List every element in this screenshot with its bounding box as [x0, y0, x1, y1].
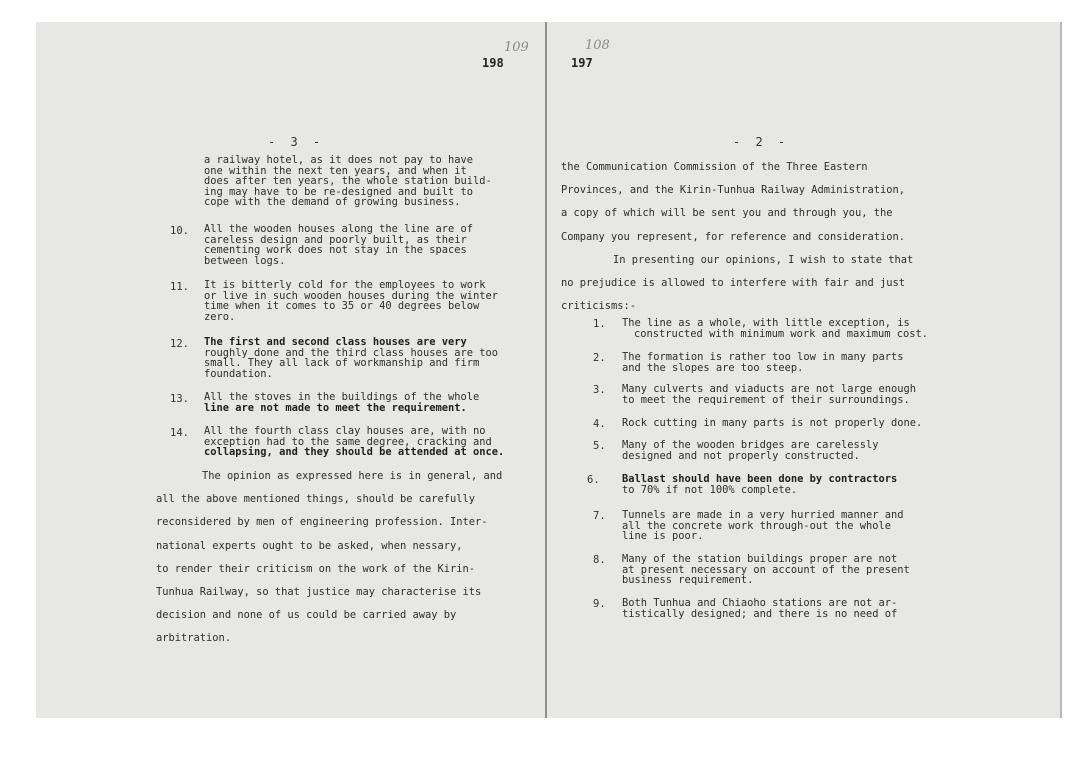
- text-line: and the slopes are too steep.: [622, 361, 804, 374]
- text-line: Provinces, and the Kirin-Tunhua Railway Administration,: [561, 184, 906, 197]
- left-closing-paragraph: [156, 465, 502, 651]
- item-number: 10.: [170, 225, 189, 237]
- text-line: line are not made to meet the requirement.: [204, 401, 467, 414]
- item-number: 5.: [593, 440, 606, 452]
- text-line: to 70% if not 100% complete.: [622, 483, 798, 496]
- left-section-heading: - 3 -: [268, 135, 325, 149]
- document-spread: [36, 22, 1062, 718]
- text-line: between logs.: [204, 254, 286, 267]
- list-item: [622, 352, 904, 373]
- item-number: 12.: [170, 338, 189, 350]
- list-item: [622, 554, 910, 586]
- right-page-number: 197: [571, 56, 593, 70]
- text-line: Tunnels are made in a very hurried manner and: [622, 509, 904, 521]
- text-line: roughly done and the third class houses are too: [204, 346, 499, 359]
- text-line: reconsidered by men of engineering profession. Inter-: [156, 516, 488, 529]
- text-line: to render their criticism on the work of the Kirin-: [156, 562, 476, 575]
- list-item: [622, 384, 916, 405]
- right-section-heading: - 2 -: [733, 135, 790, 149]
- text-line: a railway hotel, as it does not pay to have: [204, 154, 473, 166]
- item-number: 4.: [593, 418, 606, 430]
- item-number: 6.: [587, 474, 600, 486]
- text-line: The line as a whole, with little exception, is: [622, 317, 910, 329]
- item-number: 14.: [170, 427, 189, 439]
- text-line: It is bitterly cold for the employees to work: [204, 279, 486, 291]
- text-line: the Communication Commission of the Three Eastern: [561, 161, 868, 173]
- item-number: 1.: [593, 318, 606, 330]
- text-line: In presenting our opinions, I wish to state that: [613, 253, 914, 266]
- item-number: 9.: [593, 598, 606, 610]
- left-handwritten-page-number: 109: [504, 40, 529, 55]
- right-handwritten-page-number: 108: [585, 38, 610, 53]
- left-intro-paragraph: [204, 155, 492, 208]
- text-line: criticisms:-: [561, 300, 637, 313]
- list-item: [204, 280, 498, 322]
- text-line: or live in such wooden houses during the winter: [204, 289, 499, 302]
- item-number: 3.: [593, 384, 606, 396]
- text-line: line is poor.: [622, 530, 704, 543]
- text-line: All the fourth class clay houses are, with no: [204, 425, 486, 437]
- text-line: national experts ought to be asked, when nessary,: [156, 539, 463, 552]
- text-line: Company you represent, for reference and consideration.: [561, 230, 906, 243]
- item-number: 11.: [170, 281, 189, 293]
- text-line: constructed with minimum work and maximum cost.: [634, 327, 929, 340]
- text-line: The opinion as expressed here is in general, and: [202, 470, 503, 482]
- right-page: [547, 22, 1060, 718]
- text-line: decision and none of us could be carried away by: [156, 609, 457, 622]
- text-line: ing may have to be re-designed and built to: [204, 185, 473, 198]
- text-line: all the above mentioned things, should be carefully: [156, 493, 476, 506]
- text-line: one within the next ten years, and when it: [204, 164, 467, 177]
- right-body-paragraph: [561, 156, 913, 318]
- left-page: [36, 22, 545, 718]
- text-line: The formation is rather too low in many parts: [622, 351, 904, 363]
- text-line: zero.: [204, 310, 236, 323]
- text-line: Rock cutting in many parts is not properly done.: [622, 417, 923, 429]
- list-item: [204, 392, 479, 413]
- text-line: business requirement.: [622, 574, 754, 587]
- text-line: no prejudice is allowed to interfere with fair and just: [561, 277, 906, 290]
- text-line: Tunhua Railway, so that justice may characterise its: [156, 586, 482, 599]
- text-line: foundation.: [204, 367, 273, 380]
- text-line: at present necessary on account of the present: [622, 563, 910, 576]
- text-line: designed and not properly constructed.: [622, 449, 860, 462]
- list-item: [204, 426, 504, 458]
- list-item: [622, 418, 922, 429]
- text-line: All the wooden houses along the line are of: [204, 223, 473, 235]
- text-line: All the stoves in the buildings of the whole: [204, 391, 480, 403]
- text-line: Many of the wooden bridges are carelessly: [622, 439, 879, 451]
- text-line: collapsing, and they should be attended at once.: [204, 446, 505, 459]
- text-line: exception had to the same degree, cracking and: [204, 435, 492, 448]
- text-line: arbitration.: [156, 632, 232, 645]
- text-line: small. They all lack of workmanship and firm: [204, 357, 480, 370]
- text-line: a copy of which will be sent you and through you, the: [561, 207, 893, 220]
- text-line: Both Tunhua and Chiaoho stations are not ar-: [622, 597, 898, 609]
- text-line: Many culverts and viaducts are not large enough: [622, 383, 917, 395]
- list-item: [622, 598, 897, 619]
- text-line: to meet the requirement of their surroundings.: [622, 393, 910, 406]
- text-line: The first and second class houses are very: [204, 336, 467, 348]
- left-page-number: 198: [482, 56, 504, 70]
- item-number: 2.: [593, 352, 606, 364]
- text-line: Ballast should have been done by contractors: [622, 473, 898, 485]
- text-line: does after ten years, the whole station build-: [204, 175, 492, 188]
- text-line: Many of the station buildings proper are not: [622, 553, 898, 565]
- list-item: [622, 474, 897, 495]
- text-line: tistically designed; and there is no need of: [622, 607, 898, 620]
- list-item: [204, 337, 498, 379]
- item-number: 7.: [593, 510, 606, 522]
- list-item: [622, 510, 904, 542]
- item-number: 13.: [170, 393, 189, 405]
- list-item: [622, 440, 878, 461]
- list-item: [204, 224, 473, 266]
- item-number: 8.: [593, 554, 606, 566]
- text-line: cementing work does not stay in the spaces: [204, 244, 467, 257]
- text-line: cope with the demand of growing business.: [204, 196, 461, 209]
- text-line: time when it comes to 35 or 40 degrees below: [204, 300, 480, 313]
- list-item: [622, 318, 928, 339]
- text-line: careless design and poorly built, as their: [204, 233, 467, 246]
- text-line: all the concrete work through-out the whole: [622, 519, 891, 532]
